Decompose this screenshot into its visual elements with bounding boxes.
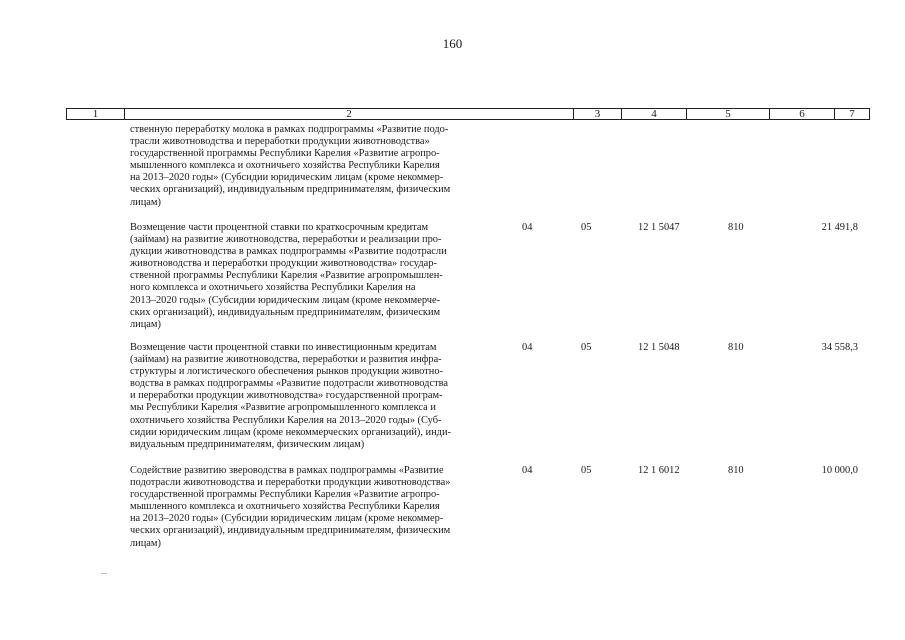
header-col-2: 2 <box>346 108 352 120</box>
row-amount: 34 558,3 <box>821 342 858 353</box>
row-target-article-code: 12 1 6012 <box>638 465 680 476</box>
row-section-code: 04 <box>522 465 533 476</box>
row-subsection-code: 05 <box>581 222 592 233</box>
row-target-article-code: 12 1 5048 <box>638 342 680 353</box>
header-col-4: 4 <box>651 108 657 120</box>
row-description: Возмещение части процентной ставки по инвестиционным кредитам (займам) на развитие животноводства, переработки и развития инфра- структуры и логистического обеспечения рынков продукции животно- водства в рамках подпрограммы «Развитие подотрасли животноводства и переработки продукции животноводства» государственной програм- мы Республики Карелия «Развитие агропромышленного комплекса и охотничьего хозяйства Республики Карелия на 2013–2020 годы» (Суб- сидии юридическим лицам (кроме некоммерческих организаций), инди- видуальным предпринимателям, физическим лицам) <box>130 342 451 450</box>
row-subsection-code: 05 <box>581 342 592 353</box>
row-description: ственную переработку молока в рамках подпрограммы «Развитие подо- трасли животноводства и переработки продукции животноводства» государственной программы Республики Карелия «Развитие агропро- мышленного комплекса и охотничьего хозяйства Республики Карелия на 2013–2020 годы» (Субсидии юридическим лицам (кроме некоммер- ческих организаций), индивидуальным предпринимателям, физическим лицам) <box>130 124 451 208</box>
row-target-article-code: 12 1 5047 <box>638 222 680 233</box>
table-header-row <box>66 108 870 120</box>
row-description: Содействие развитию звероводства в рамках подпрограммы «Развитие подотрасли животноводства и переработки продукции животноводства» государственной программы Республики Карелия «Развитие агропро- мышленного комплекса и охотничьего хозяйства Республики Карелия на 2013–2020 годы» (Субсидии юридическим лицам (кроме некоммер- ческих организаций), индивидуальным предпринимателям, физическим лицам) <box>130 465 451 549</box>
row-section-code: 04 <box>522 342 533 353</box>
scan-margin-mark <box>101 573 107 574</box>
row-expense-type-code: 810 <box>728 465 744 476</box>
header-col-5: 5 <box>725 108 731 120</box>
header-col-7: 7 <box>849 108 855 120</box>
row-amount: 10 000,0 <box>821 465 858 476</box>
row-section-code: 04 <box>522 222 533 233</box>
row-subsection-code: 05 <box>581 465 592 476</box>
row-amount: 21 491,8 <box>821 222 858 233</box>
page-number: 160 <box>442 36 463 51</box>
header-col-1: 1 <box>92 108 99 120</box>
row-description: Возмещение части процентной ставки по краткосрочным кредитам (займам) на развитие животноводства, переработки и реализации про- дукции животноводства в рамках подпрограммы «Развитие подотрасли животноводства и переработки продукции животноводства» государ- ственной программы Республики Карелия «Развитие агропромышлен- ного комплекса и охотничьего хозяйства Республики Карелия на 2013–2020 годы» (Субсидии юридическим лицам (кроме некоммерче- ских организаций), индивидуальным предпринимателям, физическим лицам) <box>130 222 447 330</box>
row-expense-type-code: 810 <box>728 342 744 353</box>
header-col-3: 3 <box>594 108 601 120</box>
row-expense-type-code: 810 <box>728 222 744 233</box>
header-col-6: 6 <box>799 108 805 120</box>
